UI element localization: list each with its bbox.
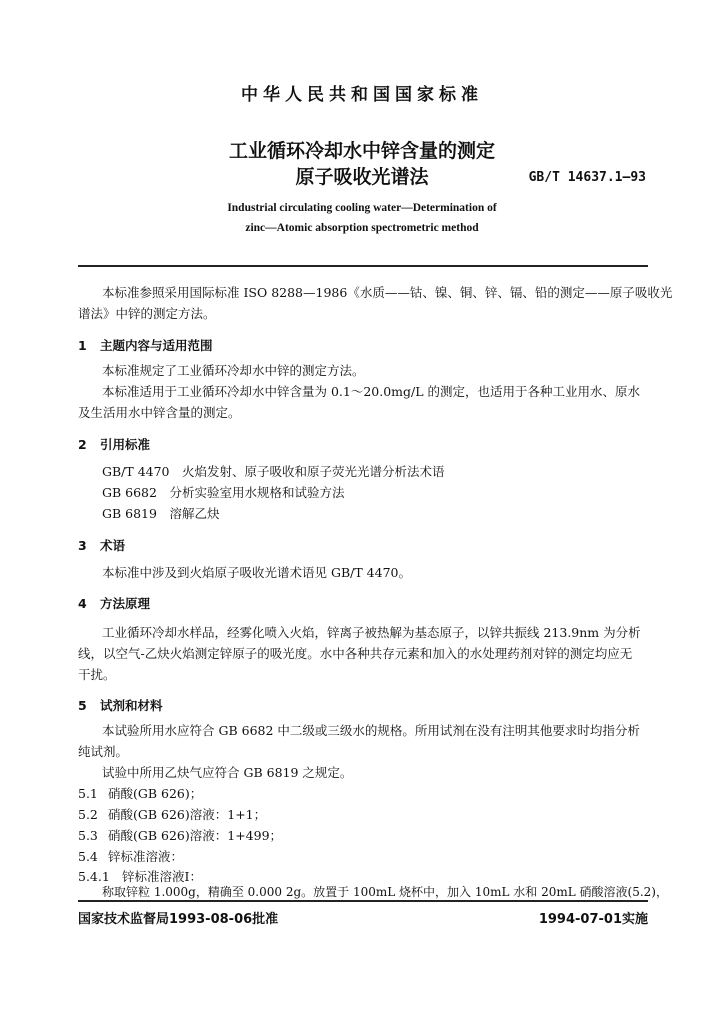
approval-date: 国家技术监督局1993-08-06批准 — [78, 912, 279, 927]
reagent-item — [78, 804, 266, 825]
item-number: 5.4.1 — [78, 869, 110, 884]
standard-code: GB/T 14637.1—93 — [528, 170, 646, 185]
section-number: 5 — [78, 698, 87, 713]
item-number: 5.4 — [78, 849, 98, 864]
item-text: 硝酸(GB 626)溶液：1+499； — [108, 828, 283, 843]
reagent-item — [78, 825, 282, 846]
reference-item: GB 6819 溶解乙炔 — [102, 506, 220, 521]
section-5-paragraph: 纯试剂。 — [78, 744, 129, 759]
footer-divider — [78, 900, 648, 902]
section-5-heading — [78, 696, 163, 714]
section-number: 1 — [78, 338, 87, 353]
reference-item: GB/T 4470 火焰发射、原子吸收和原子荧光光谱分析法术语 — [102, 464, 445, 479]
section-1-paragraph: 本标准适用于工业循环冷却水中锌含量为 0.1～20.0mg/L 的测定，也适用于各种工业用水、原水 — [102, 384, 641, 399]
section-title: 术语 — [100, 538, 126, 553]
reagent-item — [78, 846, 183, 867]
item-text: 锌标准溶液Ⅰ： — [122, 869, 202, 884]
section-title: 方法原理 — [100, 596, 151, 611]
section-number: 4 — [78, 596, 87, 611]
section-5-paragraph: 称取锌粒 1.000g，精确至 0.000 2g。放置于 100mL 烧杯中，加入 10mL 水和 20mL 硝酸溶液(5.2)， — [102, 885, 668, 899]
implementation-date: 1994-07-01实施 — [538, 912, 648, 927]
item-number: 5.3 — [78, 828, 98, 843]
section-4-heading — [78, 594, 150, 612]
english-title-line1: Industrial circulating cooling water—Determination of — [227, 202, 497, 214]
section-5-paragraph: 本试验所用水应符合 GB 6682 中二级或三级水的规格。所用试剂在没有注明其他要求时均指分析 — [102, 723, 640, 738]
section-5-paragraph: 试验中所用乙炔气应符合 GB 6819 之规定。 — [102, 765, 353, 780]
section-title: 试剂和材料 — [100, 698, 163, 713]
document-title-line1: 工业循环冷却水中锌含量的测定 — [228, 140, 495, 162]
section-3-heading — [78, 536, 125, 554]
section-4-paragraph: 工业循环冷却水样品，经雾化喷入火焰，锌离子被热解为基态原子，以锌共振线 213.9nm 为分析 — [102, 625, 641, 640]
section-1-heading — [78, 336, 213, 354]
item-text: 硝酸(GB 626)溶液：1+1； — [108, 807, 267, 822]
section-1-paragraph: 及生活用水中锌含量的测定。 — [78, 405, 241, 420]
section-2-heading — [78, 435, 150, 453]
header-divider — [78, 265, 648, 267]
intro-line2: 谱法》中锌的测定方法。 — [78, 306, 216, 321]
section-4-paragraph: 干扰。 — [78, 667, 116, 682]
national-standard-heading: 中华人民共和国国家标准 — [241, 85, 483, 105]
section-title: 引用标准 — [100, 437, 151, 452]
intro-line1: 本标准参照采用国际标准 ISO 8288—1986《水质——钴、镍、铜、锌、镉、铅的测定——原子吸收光 — [102, 285, 673, 300]
section-number: 3 — [78, 538, 87, 553]
document-title-line2: 原子吸收光谱法 — [295, 166, 429, 188]
section-4-paragraph: 线，以空气-乙炔火焰测定锌原子的吸光度。水中各种共存元素和加入的水处理药剂对锌的测定均应无 — [78, 646, 633, 661]
section-title: 主题内容与适用范围 — [100, 338, 213, 353]
section-1-paragraph: 本标准规定了工业循环冷却水中锌的测定方法。 — [102, 363, 365, 378]
item-text: 硝酸(GB 626)； — [108, 786, 203, 801]
item-text: 锌标准溶液： — [108, 849, 184, 864]
section-number: 2 — [78, 437, 87, 452]
section-3-paragraph: 本标准中涉及到火焰原子吸收光谱术语见 GB/T 4470。 — [102, 565, 411, 580]
item-number: 5.1 — [78, 786, 98, 801]
english-title-line2: zinc—Atomic absorption spectrometric method — [245, 222, 479, 234]
reference-item: GB 6682 分析实验室用水规格和试验方法 — [102, 485, 345, 500]
reagent-item — [78, 783, 202, 804]
item-number: 5.2 — [78, 807, 98, 822]
